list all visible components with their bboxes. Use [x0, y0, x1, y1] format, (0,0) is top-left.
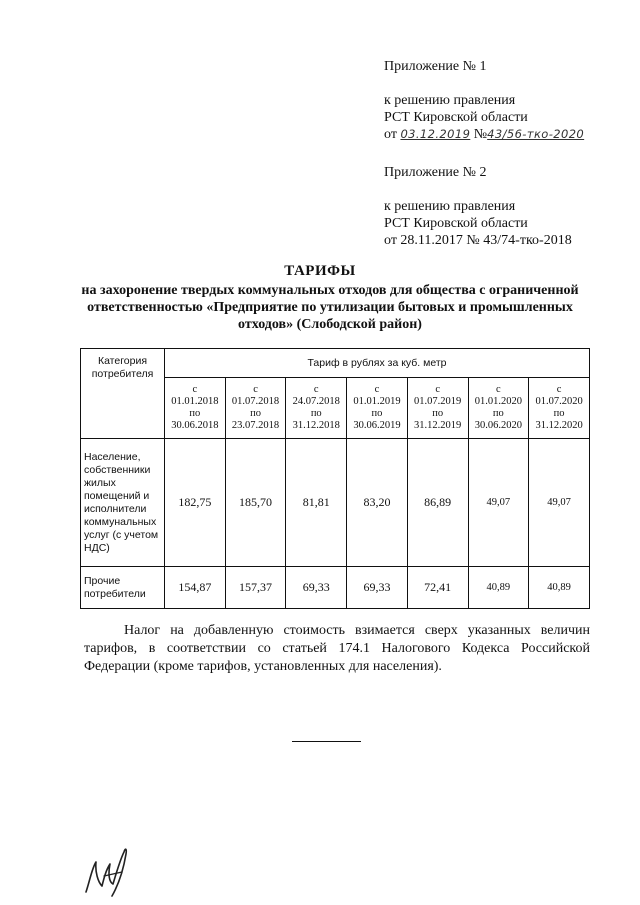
period-to: 30.06.2020 — [474, 420, 522, 431]
category-header: Категория потребителя — [81, 349, 165, 439]
appendix-2-line-2: РСТ Кировской области — [384, 216, 528, 231]
appendix-1-line-2: РСТ Кировской области — [384, 110, 528, 125]
period-from: 01.07.2018 — [231, 396, 280, 407]
divider-line — [292, 741, 361, 742]
period-c: с — [496, 384, 501, 395]
tariff-value: 40,89 — [468, 567, 529, 609]
table-row — [81, 439, 590, 567]
period-to: 31.12.2020 — [535, 420, 583, 431]
period-po: по — [492, 408, 504, 419]
period-to: 30.06.2019 — [353, 420, 401, 431]
tariff-value: 40,89 — [529, 567, 590, 609]
appendix-1-line-3 — [384, 126, 584, 143]
period-c: с — [374, 384, 380, 395]
period-to: 23.07.2018 — [231, 420, 280, 431]
vat-note — [84, 622, 590, 676]
tariff-value: 49,07 — [529, 439, 590, 567]
appendix-1-block — [384, 58, 584, 143]
tariff-value: 185,70 — [225, 439, 286, 567]
period-from: 01.01.2019 — [353, 396, 401, 407]
period-c: с — [253, 384, 258, 395]
appendix-1-line-1: к решению правления — [384, 93, 516, 108]
period-c: с — [556, 384, 562, 395]
period-from: 01.07.2020 — [535, 396, 583, 407]
row-category: Население, собственники жилых помещений и исполнители коммунальных услуг (с учетом НДС) — [81, 439, 165, 567]
handwritten-date: 03.12.2019 — [400, 127, 471, 141]
document-subtitle: на захоронение твердых коммунальных отходов для общества с ограниченной ответственностью «Предприятие по утилизации бытовых и промышленных отходов» (Слободской район) — [81, 283, 579, 332]
tariff-value: 154,87 — [165, 567, 226, 609]
vat-note-text: Налог на добавленную стоимость взимается сверх указанных величин тарифов, в соответствии со статьей 174.1 Налогового Кодекса Российской Федерации (кроме тарифов, установленных для населения). — [84, 623, 590, 674]
period-c: с — [435, 384, 440, 395]
appendix-2-line-1: к решению правления — [384, 199, 516, 214]
row-category: Прочие потребители — [81, 567, 165, 609]
tariff-header: Тариф в рублях за куб. метр — [165, 349, 590, 378]
period-header — [286, 378, 347, 439]
period-header — [468, 378, 529, 439]
period-po: по — [189, 408, 201, 419]
tariff-value: 182,75 — [165, 439, 226, 567]
tariff-value: 49,07 — [468, 439, 529, 567]
period-to: 30.06.2018 — [171, 420, 219, 431]
period-from: 01.01.2020 — [474, 396, 522, 407]
tariff-value: 83,20 — [347, 439, 408, 567]
period-c: с — [192, 384, 198, 395]
tariff-value: 86,89 — [407, 439, 468, 567]
tariff-value: 69,33 — [286, 567, 347, 609]
period-po: по — [310, 408, 322, 419]
table-row — [81, 567, 590, 609]
tariff-value: 69,33 — [347, 567, 408, 609]
period-po: по — [371, 408, 383, 419]
period-header — [165, 378, 226, 439]
appendix-2-title: Приложение № 2 — [384, 165, 487, 180]
period-header — [529, 378, 590, 439]
period-po: по — [553, 408, 565, 419]
tariff-value: 81,81 — [286, 439, 347, 567]
period-po: по — [250, 408, 261, 419]
document-title: ТАРИФЫ — [284, 263, 356, 279]
period-from: 24.07.2018 — [292, 396, 340, 407]
period-po: по — [432, 408, 444, 419]
appendix-1-title: Приложение № 1 — [384, 59, 487, 74]
period-header — [347, 378, 408, 439]
period-from: 01.07.2019 — [414, 396, 462, 407]
period-header — [225, 378, 286, 439]
handwritten-number: 43/56-тко-2020 — [487, 127, 585, 141]
tariff-value: 157,37 — [225, 567, 286, 609]
tariff-table — [80, 348, 590, 609]
appendix-1-from: от — [384, 127, 397, 142]
appendix-1-no: № — [473, 127, 488, 142]
appendix-2-block — [384, 164, 572, 249]
period-c: с — [313, 384, 319, 395]
period-from: 01.01.2018 — [171, 396, 219, 407]
appendix-2-line-3: от 28.11.2017 № 43/74-тко-2018 — [384, 233, 572, 248]
period-header — [407, 378, 468, 439]
signature-icon — [82, 842, 130, 898]
period-to: 31.12.2018 — [292, 420, 340, 431]
tariff-value: 72,41 — [407, 567, 468, 609]
period-to: 31.12.2019 — [414, 420, 462, 431]
